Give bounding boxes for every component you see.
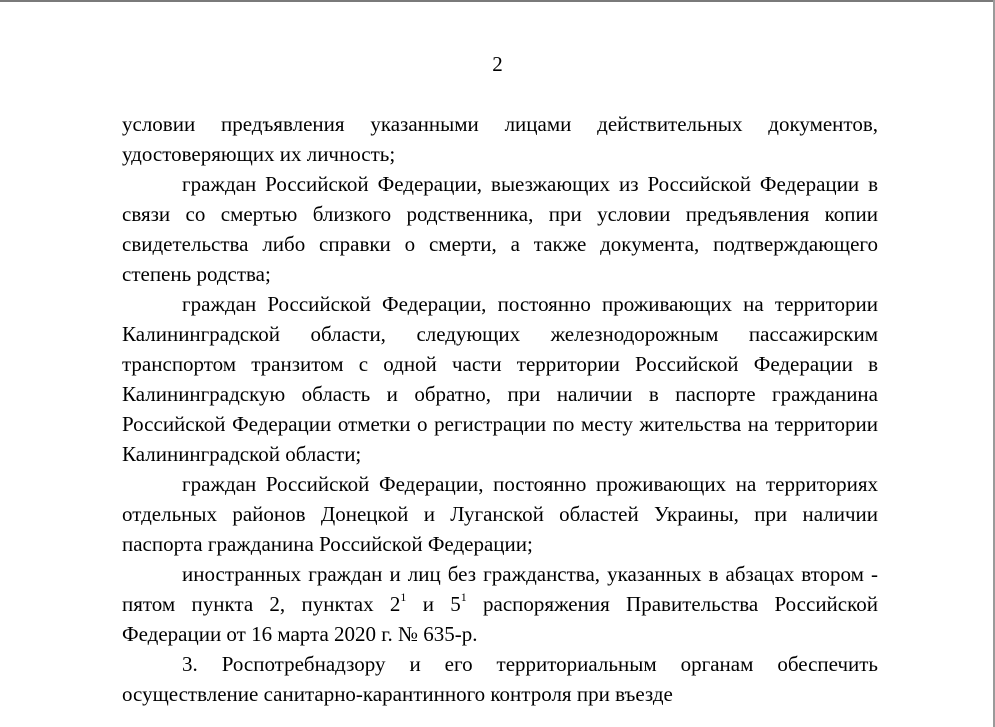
paragraph: граждан Российской Федерации, постоянно проживающих на территориях отдельных районов Донецкой и Луганской областей Украины, при наличии паспорта гражданина Российской Федерации; [122,472,878,556]
paragraph-with-footnotes [122,559,878,649]
paragraph-text: и 5 [406,592,461,616]
page-number: 2 [492,52,503,76]
paragraph: 3. Роспотребнадзору и его территориальным органам обеспечить осуществление санитарно-карантинного контроля при въезде [122,652,878,706]
paragraph: граждан Российской Федерации, постоянно проживающих на территории Калининградской области, следующих железнодорожным пассажирским транспортом транзитом с одной части территории Российской Федерации в Калининградскую область и обратно, при наличии в паспорте гражданина Российской Федерации отметки о регистрации по месту жительства на территории Калининградской области; [122,292,878,466]
paragraph: условии предъявления указанными лицами действительных документов, удостоверяющих их личность; [122,112,878,166]
paragraph: граждан Российской Федерации, выезжающих из Российской Федерации в связи со смертью близкого родственника, при условии предъявления копии свидетельства либо справки о смерти, а также документа, подтверждающего степень родства; [122,172,878,286]
paragraph-text: иностранных граждан и лиц без гражданства, указанных в абзацах втором - пятом пункта 2, пунктах 2 [122,562,878,616]
paragraph-text: распоряжения Правительства Российской Федерации от 16 марта 2020 г. № 635-р. [122,592,878,646]
document-body [122,109,878,709]
superscript: 1 [400,590,407,604]
superscript: 1 [460,590,467,604]
document-page [0,2,993,727]
